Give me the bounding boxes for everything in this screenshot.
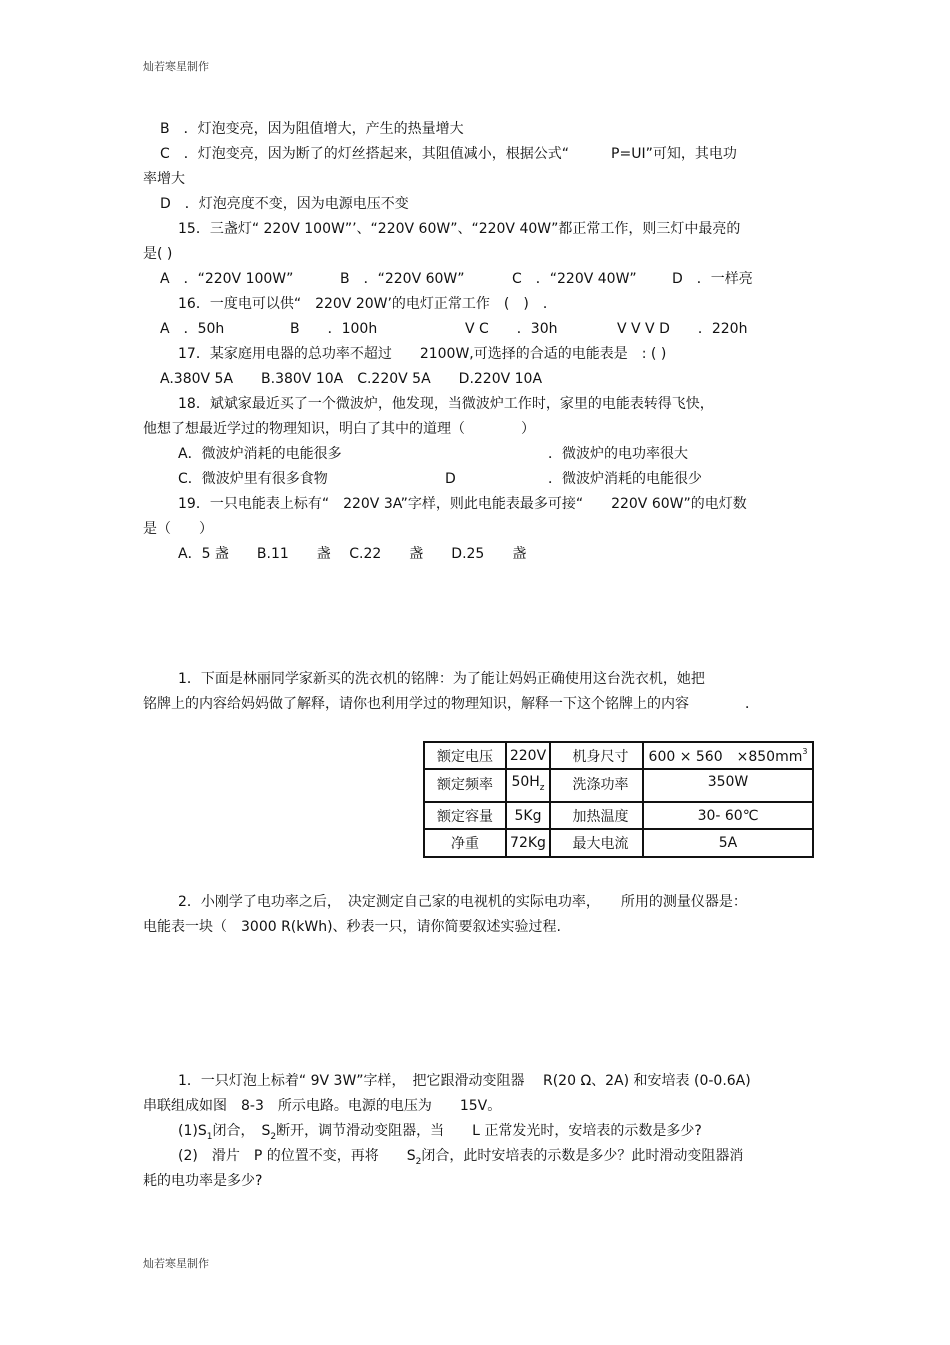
sa1-stem: 1．下面是林丽同学家新买的洗衣机的铭牌：为了能让妈妈正确使用这台洗衣机，她把	[178, 671, 705, 687]
table-row	[424, 742, 813, 769]
table-cell: 额定频率	[424, 769, 506, 802]
table-row	[424, 769, 813, 802]
sa2-stem: 2．小刚学了电功率之后， 决定测定自己家的电视机的实际电功率， 所用的测量仪器是：	[178, 894, 747, 910]
table-cell: 洗涤功率	[550, 769, 643, 802]
table-cell: 30- 60℃	[643, 802, 813, 829]
q14-option-d: D ．灯泡亮度不变，因为电源电压不变	[160, 196, 409, 212]
q16-option-c: V C ．30h	[465, 321, 558, 337]
table-row	[424, 802, 813, 829]
page-header: 灿若寒星制作	[143, 60, 209, 73]
q15-option-b: B ．“220V 60W”	[340, 271, 465, 287]
sa1-stem-cont: 铭牌上的内容给妈妈做了解释，请你也利用学过的物理知识，解释一下这个铭牌上的内容 ．	[143, 696, 759, 712]
table-cell: 5Kg	[506, 802, 550, 829]
table-cell: 220V	[506, 742, 550, 769]
q18-stem: 18．斌斌家最近买了一个微波炉，他发现，当微波炉工作时，家里的电能表转得飞快，	[178, 396, 714, 412]
q15-option-a: A ．“220V 100W”	[160, 271, 294, 287]
q16-option-d: V V V D ．220h	[617, 321, 748, 337]
table-cell: 72Kg	[506, 829, 550, 857]
calc1-part2	[178, 1147, 743, 1167]
table-cell: 额定容量	[424, 802, 506, 829]
table-cell	[643, 742, 813, 769]
q14-option-b: B ．灯泡变亮，因为阻值增大，产生的热量增大	[160, 121, 464, 137]
freq-subscript: z	[539, 783, 545, 793]
table-cell: 5A	[643, 829, 813, 857]
cube-superscript: 3	[802, 746, 808, 756]
q18-option-a: A．微波炉消耗的电能很多	[178, 446, 342, 462]
page-footer: 灿若寒星制作	[143, 1257, 209, 1270]
q18-option-c: C．微波炉里有很多食物	[178, 471, 328, 487]
q14-option-c: C ．灯泡变亮，因为断了的灯丝搭起来，其阻值减小，根据公式“ P=UI”可知，其电功	[160, 146, 737, 162]
q17-stem: 17．某家庭用电器的总功率不超过 2100W,可选择的合适的电能表是 : ( )	[178, 346, 667, 362]
table-row	[424, 829, 813, 857]
table-cell: 最大电流	[550, 829, 643, 857]
table-cell: 机身尺寸	[550, 742, 643, 769]
s1-subscript: 1	[206, 1132, 213, 1142]
q16-option-a: A ．50h	[160, 321, 225, 337]
calc1-part2-cont: 耗的电功率是多少?	[143, 1173, 263, 1189]
q14-option-c-cont: 率增大	[143, 171, 185, 187]
q16-stem: 16．一度电可以供“ 220V 20W’的电灯正常工作 ( ) ．	[178, 296, 557, 312]
table-cell: 额定电压	[424, 742, 506, 769]
part1-label: (1)S	[178, 1123, 207, 1139]
q15-option-c: C ．“220V 40W”	[512, 271, 637, 287]
q18-option-b: ．微波炉的电功率很大	[548, 446, 688, 462]
part1-text-a: 闭合， S	[212, 1123, 271, 1139]
q19-stem-cont: 是（ ）	[143, 521, 213, 537]
table-cell: 加热温度	[550, 802, 643, 829]
table-cell	[506, 769, 550, 802]
calc1-part1	[178, 1122, 702, 1142]
q18-option-d: ．微波炉消耗的电能很少	[548, 471, 702, 487]
part2-text-a: (2) 滑片 P 的位置不变，再将 S	[178, 1148, 416, 1164]
part2-text-b: 闭合，此时安培表的示数是多少？此时滑动变阻器消	[421, 1148, 744, 1164]
q19-options: A．5 盏 B.11 盏 C.22 盏 D.25 盏	[178, 546, 527, 562]
s2-subscript: 2	[270, 1132, 277, 1142]
sa2-stem-cont: 电能表一块（ 3000 R(kWh)、秒表一只，请你简要叙述实验过程.	[143, 919, 562, 935]
s2-subscript: 2	[415, 1157, 422, 1167]
q15-stem: 15．三盏灯“ 220V 100W”’、“220V 60W”、“220V 40W”都正常工作，则三灯中最亮的	[178, 221, 741, 237]
table-cell: 350W	[643, 769, 813, 802]
q18-stem-cont: 他想了想最近学过的物理知识，明白了其中的道理（ ）	[143, 421, 535, 437]
q19-stem: 19．一只电能表上标有“ 220V 3A”字样，则此电能表最多可接“ 220V 60W”的电灯数	[178, 496, 747, 512]
q15-stem-cont: 是( )	[143, 246, 173, 262]
calc1-stem: 1．一只灯泡上标着“ 9V 3W”字样， 把它跟滑动变阻器 R(20 Ω、2A) 和安培表 (0-0.6A)	[178, 1073, 751, 1089]
q16-option-b: B ．100h	[290, 321, 378, 337]
calc1-stem-cont: 串联组成如图 8-3 所示电路。电源的电压为 15V。	[143, 1098, 502, 1114]
washing-machine-nameplate-table	[423, 741, 814, 858]
part1-text-b: 断开，调节滑动变阻器，当 L 正常发光时，安培表的示数是多少?	[276, 1123, 702, 1139]
freq-value: 50H	[511, 774, 540, 790]
q17-options: A.380V 5A B.380V 10A C.220V 5A D.220V 10A	[160, 371, 543, 387]
q15-option-d: D ．一样亮	[672, 271, 753, 287]
size-value: 600 × 560 ×850mm	[648, 748, 803, 765]
q18-option-d-letter: D	[445, 471, 456, 487]
table-cell: 净重	[424, 829, 506, 857]
